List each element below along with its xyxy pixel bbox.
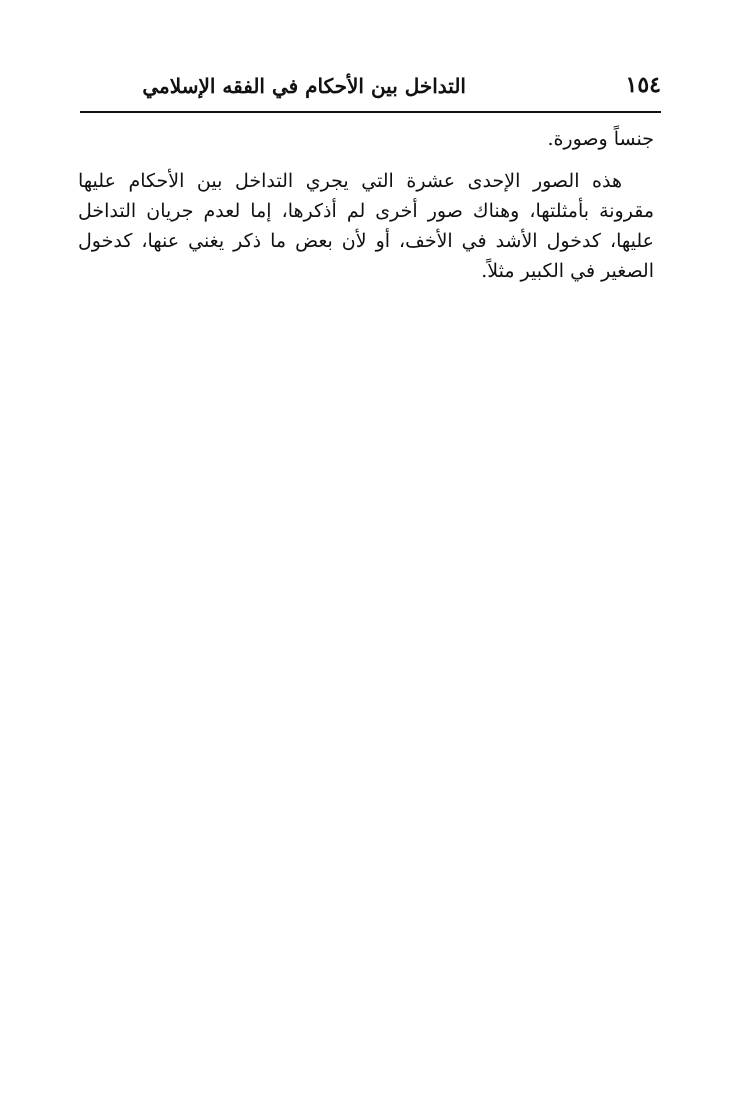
page-number: ١٥٤: [625, 72, 661, 98]
paragraph: جنساً وصورة.: [547, 128, 654, 150]
body-text: [78, 124, 654, 286]
running-header: [80, 72, 661, 106]
header-divider: [80, 111, 661, 113]
running-header-title: التداخل بين الأحكام في الفقه الإسلامي: [142, 74, 466, 98]
paragraph: هذه الصور الإحدى عشرة التي يجري التداخل بين الأحكام عليها مقرونة بأمثلتها، وهناك صور أخرى لم أذكرها، إما لعدم جريان التداخل عليها، كدخول الأشد في الأخف، أو لأن بعض ما ذكر يغني عنها، كدخول الصغير في الكبير مثلاً.: [78, 170, 654, 282]
